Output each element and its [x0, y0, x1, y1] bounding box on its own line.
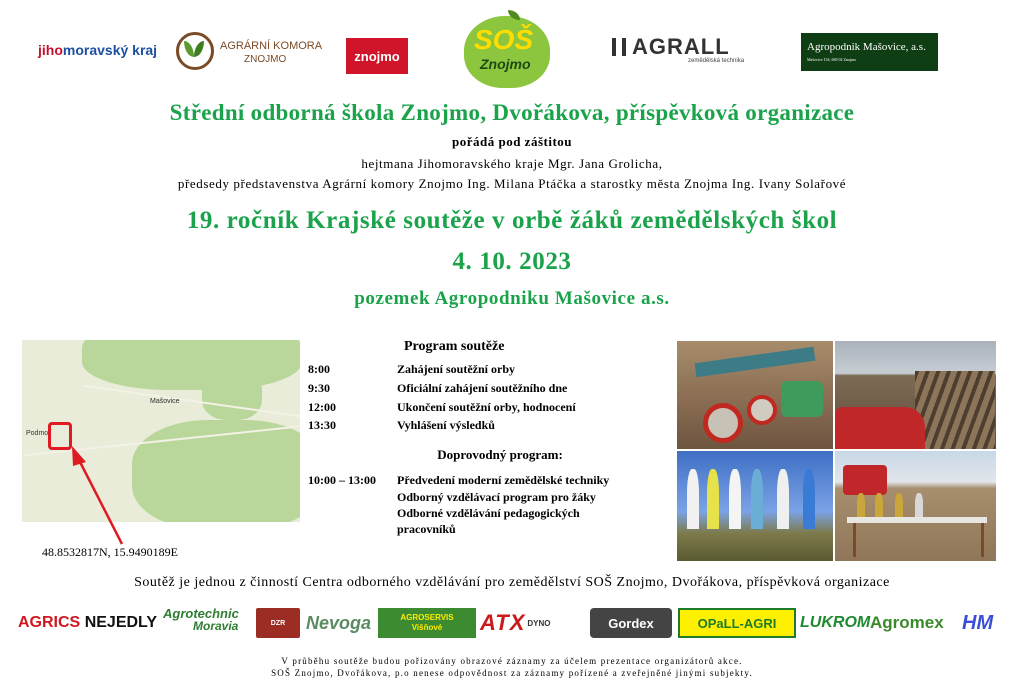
- sponsor-dzr-logo: DZR: [256, 608, 300, 638]
- photo-awards-table: [835, 451, 996, 561]
- sponsor-agrics-nejedly-logo: AGRICS NEJEDLY: [18, 614, 158, 631]
- znojmo-logo: znojmo: [346, 38, 408, 74]
- event-place: pozemek Agropodniku Mašovice a.s.: [354, 288, 670, 309]
- program-item: Vyhlášení výsledků: [397, 418, 495, 432]
- accompanying-item: Odborný vzdělávací program pro žáky: [397, 490, 596, 504]
- program-time: 13:30: [308, 418, 336, 432]
- map-label-masovice: Mašovice: [150, 398, 180, 405]
- patron-line-2: předsedy představenstva Agrární komory Znojmo Ing. Milana Ptáčka a starostky města Znojma Ing. Ivany Solařové: [177, 176, 847, 191]
- patronage-label: pořádá pod záštitou: [451, 134, 573, 149]
- program-item: Oficiální zahájení soutěžního dne: [397, 381, 568, 395]
- jihomoravsky-kraj-logo: jihomoravský kraj: [38, 42, 158, 58]
- sponsor-agrotechnic-logo: Agrotechnic Moravia: [163, 606, 239, 633]
- program-title: Program soutěže: [404, 339, 505, 354]
- photo-plough: [677, 341, 833, 449]
- gps-coordinates: 48.8532817N, 15.9490189E: [42, 545, 178, 559]
- program-time: 12:00: [308, 400, 336, 414]
- program-item: Zahájení soutěžní orby: [397, 362, 516, 376]
- event-title: 19. ročník Krajské soutěže v orbě žáků zemědělských škol: [186, 207, 838, 234]
- agrall-logo: AGRALL zemědělská technika: [612, 38, 752, 70]
- program-time: 9:30: [308, 381, 330, 395]
- disclaimer-line-2: SOŠ Znojmo, Dvořákova, p.o nenese odpovědnost za záznamy pořízené a zveřejněné jinými subjekty.: [271, 668, 753, 678]
- photo-tractor-furrow: [835, 341, 996, 449]
- sos-znojmo-logo: SOŠ Znojmo: [464, 10, 552, 88]
- program-time: 8:00: [308, 362, 330, 376]
- agropodnik-masovice-logo: Agropodnik Mašovice, a.s. Mašovice 154, 669 02 Znojmo: [801, 33, 938, 71]
- disclaimer-line-1: V průběhu soutěže budou pořizovány obrazové záznamy za účelem prezentace organizátorů akce.: [281, 656, 743, 666]
- footer-statement: Soutěž je jednou z činností Centra odborného vzdělávání pro zemědělství SOŠ Znojmo, Dvořákova, příspěvková organizace: [134, 575, 890, 590]
- accompanying-item: pracovníků: [397, 522, 456, 536]
- agrarni-komora-logo: AGRÁRNÍ KOMORA ZNOJMO: [176, 32, 316, 78]
- sponsor-opall-agri-logo: OPaLL-AGRI: [678, 608, 796, 638]
- patron-line-1: hejtmana Jihomoravského kraje Mgr. Jana Grolicha,: [361, 156, 663, 171]
- sponsor-gordex-logo: Gordex: [590, 608, 672, 638]
- school-heading: Střední odborná škola Znojmo, Dvořákova, příspěvková organizace: [169, 100, 855, 125]
- photo-exhibition-flags: [677, 451, 833, 561]
- event-date: 4. 10. 2023: [452, 248, 572, 275]
- sponsor-nevoga-logo: Nevoga: [306, 612, 372, 633]
- accompanying-item: Odborné vzdělávání pedagogických: [397, 506, 580, 520]
- sponsor-hm-logo: HM: [962, 611, 994, 634]
- accompanying-item: Předvedení moderní zemědělské techniky: [397, 473, 610, 487]
- sponsor-agromex-logo: Agromex: [870, 613, 944, 632]
- location-arrow: [0, 0, 300, 560]
- accompanying-program-title: Doprovodný program:: [437, 447, 563, 462]
- accompanying-time: 10:00 – 13:00: [308, 473, 376, 487]
- sponsor-lukrom-logo: LUKROM: [800, 614, 871, 631]
- map-label-podmoli: Podmolí: [26, 430, 52, 437]
- sponsor-atx-logo: ATX DYNO: [480, 610, 551, 635]
- sponsor-agroservis-logo: AGROSERVIS Višňové: [378, 608, 476, 638]
- program-item: Ukončení soutěžní orby, hodnocení: [397, 400, 576, 414]
